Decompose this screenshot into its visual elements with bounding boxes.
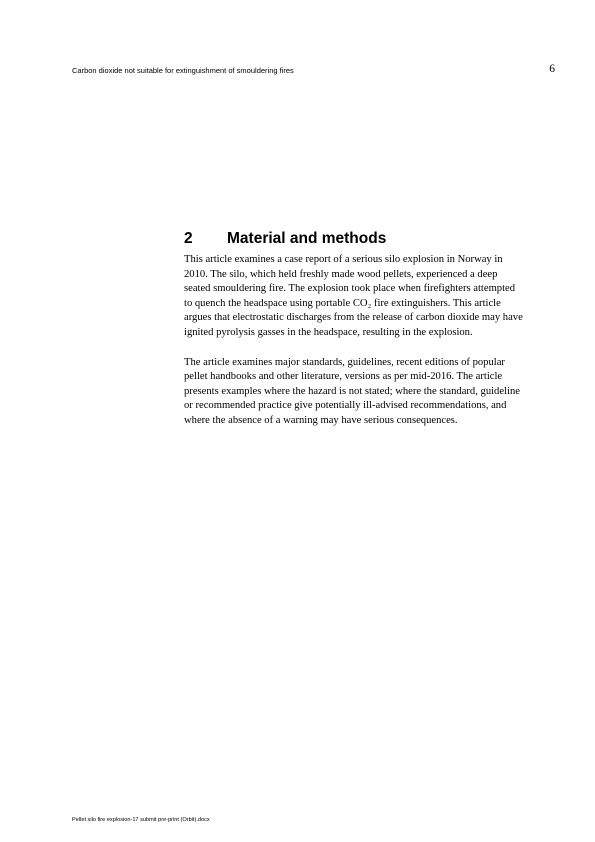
- paragraph-line: 2010. The silo, which held freshly made wood pellets, experienced a deep: [184, 268, 498, 280]
- section-heading: [184, 229, 386, 248]
- paragraph-2: [184, 356, 556, 429]
- page-number: 6: [549, 63, 555, 75]
- paragraph-line: presents examples where the hazard is not stated; where the standard, guideline: [184, 385, 520, 397]
- footer-filename: Pellet silo fire explosion-17 submit pre-print (Orbit).docx: [72, 817, 210, 823]
- paragraph-line: pellet handbooks and other literature, versions as per mid-2016. The article: [184, 371, 503, 383]
- paragraph-line: This article examines a case report of a serious silo explosion in Norway in: [184, 254, 503, 265]
- section-number: 2: [184, 230, 193, 247]
- paragraph-line: to quench the headspace using portable CO₂ fire extinguishers. This article: [184, 297, 501, 309]
- paragraph-line: The article examines major standards, guidelines, recent editions of popular: [184, 356, 505, 368]
- paragraph-line: or recommended practice give potentially ill-advised recommendations, and: [184, 400, 507, 412]
- paragraph-line: seated smouldering fire. The explosion took place when firefighters attempted: [184, 283, 516, 295]
- running-header: Carbon dioxide not suitable for extinguishment of smouldering fires: [72, 66, 294, 75]
- section-body: [184, 253, 556, 444]
- paragraph-line: where the absence of a warning may have serious consequences.: [184, 414, 458, 426]
- paragraph-line: ignited pyrolysis gasses in the headspace, resulting in the explosion.: [184, 326, 473, 338]
- paragraph-line: argues that electrostatic discharges from the release of carbon dioxide may have: [184, 312, 523, 324]
- paragraph-1: [184, 253, 556, 341]
- section-title: Material and methods: [227, 230, 387, 247]
